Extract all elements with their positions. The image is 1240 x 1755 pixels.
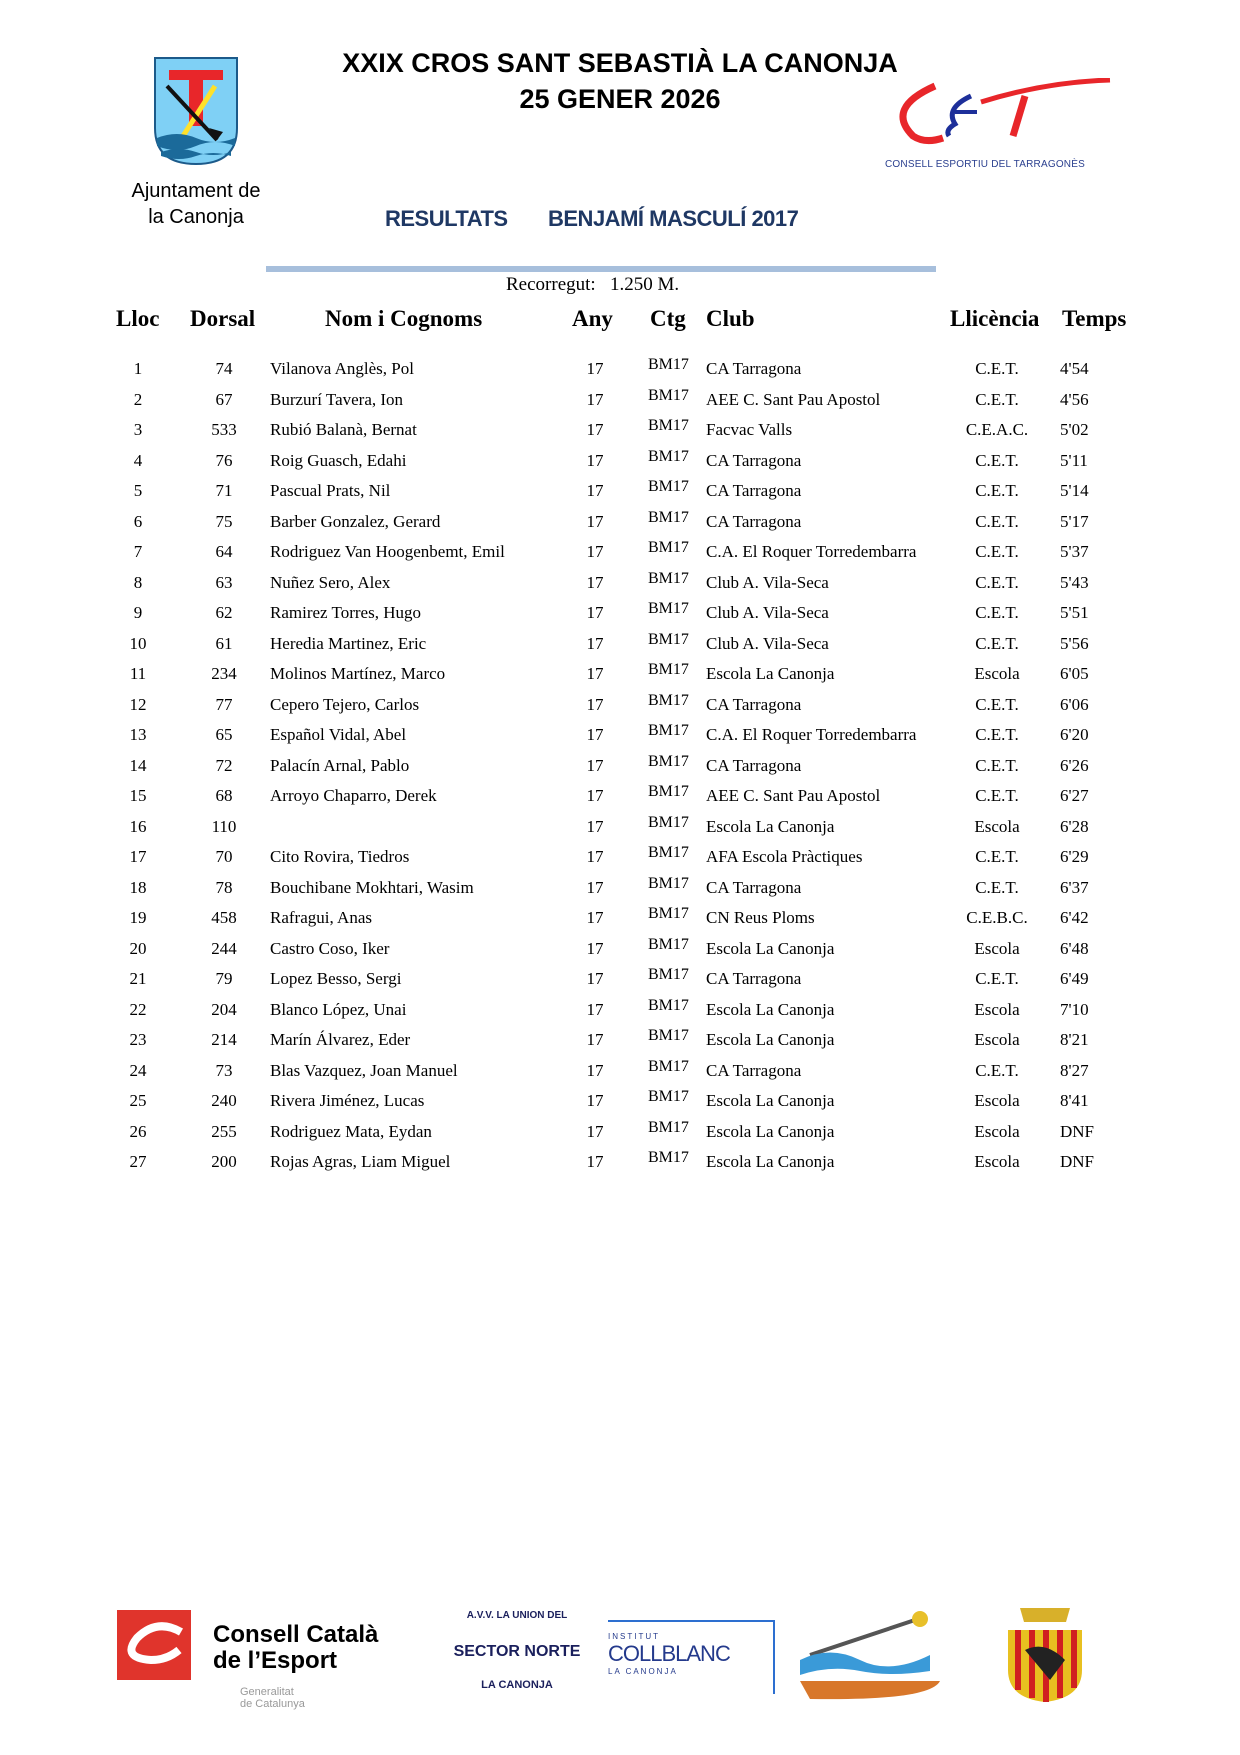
table-row [0,1149,1240,1182]
table-row [0,783,1240,816]
cell-dorsal: 70 [215,847,233,866]
cell-temps: 5'37 [1060,542,1089,561]
cell-ctg: BM17 [648,691,689,709]
cell-club: CA Tarragona [706,359,802,378]
cell-llicencia: Escola [974,999,1020,1019]
cell-ctg: BM17 [648,783,689,800]
divider-bar [266,266,936,272]
cell-llicencia: C.E.T. [975,542,1019,561]
cell-club: Escola La Canonja [706,1152,835,1171]
cell-any: 17 [586,694,604,714]
cell-nom: Lopez Besso, Sergi [270,969,402,988]
cell-temps: 5'56 [1060,633,1089,653]
cell-temps: 6'20 [1060,725,1089,744]
distance-label: Recorregut: [506,274,596,295]
cell-club: C.A. El Roquer Torredembarra [706,542,917,561]
cell-ctg: BM17 [648,1057,689,1075]
cell-club: Escola La Canonja [706,999,835,1019]
cet-logo-text: CONSELL ESPORTIU DEL TARRAGONÈS [885,159,1085,170]
cell-llicencia: C.E.A.C. [965,420,1029,439]
cell-ctg: BM17 [648,813,689,831]
avv-sector-norte-logo [452,1610,582,1710]
cell-dorsal: 76 [215,450,233,470]
cell-ctg: BM17 [648,539,689,556]
cell-any: 17 [586,969,604,988]
consell-catala-esport-logo-mark [117,1610,191,1680]
category-label: BENJAMÍ MASCULÍ 2017 [548,206,799,231]
cell-club: Facvac Valls [706,420,793,439]
cell-dorsal: 244 [211,938,237,958]
cell-club: AEE C. Sant Pau Apostol [706,786,881,805]
cell-llicencia: Escola [974,1152,1020,1171]
cell-any: 17 [586,725,604,744]
cell-nom: Ramirez Torres, Hugo [270,603,421,622]
table-row [0,996,1240,1030]
cell-club: Club A. Vila-Seca [706,633,829,653]
cell-llicencia: C.E.T. [975,877,1019,897]
table-row [0,600,1240,633]
cell-lloc: 2 [133,389,143,409]
cell-llicencia: C.E.T. [975,603,1019,622]
cell-any: 17 [586,359,604,378]
cell-nom: Marín Álvarez, Eder [270,1030,411,1049]
cell-temps: 6'49 [1060,969,1089,988]
cell-ctg: BM17 [648,966,689,983]
cell-any: 17 [586,999,604,1019]
cell-temps: 6'48 [1060,938,1089,958]
cell-lloc: 21 [129,969,147,988]
caption-line-2: la Canonja [148,206,244,228]
cell-nom: Palacín Arnal, Pablo [270,755,410,775]
cell-club: CA Tarragona [706,511,802,531]
cell-nom: Rojas Agras, Liam Miguel [270,1152,451,1171]
cell-dorsal: 63 [215,572,233,592]
cell-club: Escola La Canonja [706,1030,835,1049]
cell-lloc: 18 [129,877,147,897]
cell-llicencia: Escola [974,1030,1020,1049]
cell-dorsal: 234 [211,664,237,683]
cell-dorsal: 62 [215,603,233,622]
cell-ctg: BM17 [648,996,689,1014]
cell-temps: 8'21 [1060,1030,1089,1049]
distance [506,274,679,296]
table-row [0,1027,1240,1060]
cell-llicencia: C.E.T. [975,359,1019,378]
table-row [0,569,1240,603]
institut-collblanc-logo [608,1620,775,1694]
cell-nom: Arroyo Chaparro, Derek [270,786,437,805]
cell-lloc: 14 [129,755,147,775]
cell-lloc: 7 [133,542,143,561]
athletics-club-logo [790,1605,950,1705]
cell-any: 17 [586,511,604,531]
col-header-temps: Temps [1062,306,1127,331]
cell-any: 17 [586,603,604,622]
cell-club: Escola La Canonja [706,664,835,683]
caption-line-1: Ajuntament de [131,180,261,202]
table-row [0,844,1240,877]
cell-nom: Cepero Tejero, Carlos [270,694,420,714]
cell-ctg: BM17 [648,935,689,953]
cell-any: 17 [586,1060,604,1080]
cell-lloc: 10 [129,633,147,653]
cell-club: CA Tarragona [706,450,802,470]
table-row [0,1118,1240,1152]
cell-temps: 6'05 [1060,664,1089,683]
cell-llicencia: C.E.T. [975,572,1019,592]
cell-dorsal: 78 [215,877,233,897]
cell-dorsal: 110 [211,816,237,836]
cell-nom: Barber Gonzalez, Gerard [270,511,441,531]
cell-dorsal: 200 [211,1152,237,1171]
cell-temps: DNF [1060,1121,1095,1141]
cell-llicencia: C.E.T. [975,969,1019,988]
cell-llicencia: Escola [974,816,1020,836]
table-row [0,356,1240,389]
cell-club: Escola La Canonja [706,1091,835,1110]
generalitat-logo [240,1686,305,1710]
table-row [0,874,1240,908]
distance-value: 1.250 M. [609,274,680,295]
cell-club: CN Reus Ploms [706,908,815,927]
cell-temps: 5'14 [1060,481,1089,500]
cell-nom: Rafragui, Anas [270,908,372,927]
cell-club: CA Tarragona [706,1060,802,1080]
cell-lloc: 3 [133,420,143,439]
cell-dorsal: 74 [215,359,233,378]
institut-name-text: COLLBLANC [608,1641,730,1666]
cell-ctg: BM17 [648,630,689,648]
cell-nom: Burzurí Tavera, Ion [270,389,404,409]
cell-any: 17 [586,1152,604,1171]
cell-temps: 5'43 [1060,572,1089,592]
table-row [0,417,1240,450]
cell-nom: Bouchibane Mokhtari, Wasim [270,877,474,897]
institut-bottom-text: LA CANONJA [608,1667,678,1676]
table-row [0,661,1240,694]
cell-club: CA Tarragona [706,481,802,500]
cell-temps: 5'51 [1060,603,1089,622]
cell-dorsal: 255 [211,1121,237,1141]
cell-ctg: BM17 [648,1149,689,1166]
cell-dorsal: 73 [215,1060,233,1080]
cell-lloc: 9 [133,603,143,622]
table-row [0,1088,1240,1121]
cell-temps: DNF [1060,1152,1095,1171]
cell-temps: 8'41 [1060,1091,1089,1110]
cell-llicencia: C.E.T. [975,725,1019,744]
institut-top-text: INSTITUT [608,1632,660,1641]
cell-nom: Cito Rovira, Tiedros [270,847,410,866]
cell-lloc: 12 [129,694,147,714]
cell-club: CA Tarragona [706,969,802,988]
cell-temps: 6'42 [1060,908,1089,927]
table-row [0,539,1240,572]
cell-lloc: 8 [133,572,143,592]
cell-club: Escola La Canonja [706,938,835,958]
consell-esportiu-tarragones-logo [885,78,1125,173]
cell-llicencia: Escola [974,938,1020,958]
cell-ctg: BM17 [648,356,689,373]
cell-temps: 4'54 [1060,359,1089,378]
cell-any: 17 [586,420,604,439]
cell-temps: 6'06 [1060,694,1089,714]
table-row [0,691,1240,725]
cell-dorsal: 65 [215,725,233,744]
cell-club: Escola La Canonja [706,816,835,836]
cell-lloc: 6 [133,511,143,531]
cell-any: 17 [586,1091,604,1110]
cell-llicencia: C.E.T. [975,481,1019,500]
cell-any: 17 [586,481,604,500]
cell-club: AEE C. Sant Pau Apostol [706,389,881,409]
cell-ctg: BM17 [648,1088,689,1105]
cell-club: CA Tarragona [706,755,802,775]
cell-ctg: BM17 [648,874,689,892]
cell-temps: 6'26 [1060,755,1089,775]
cell-nom: Molinos Martínez, Marco [270,664,446,683]
cell-llicencia: C.E.T. [975,755,1019,775]
cell-any: 17 [586,542,604,561]
cell-temps: 5'11 [1060,450,1088,470]
cell-lloc: 15 [129,786,147,805]
cell-llicencia: C.E.T. [975,847,1019,866]
cell-dorsal: 458 [211,908,237,927]
col-header-llicencia: Llicència [950,306,1040,331]
cell-nom: Rivera Jiménez, Lucas [270,1091,425,1110]
cell-dorsal: 533 [211,420,237,439]
cell-llicencia: C.E.B.C. [966,908,1028,927]
cell-nom: Heredia Martinez, Eric [270,633,427,653]
event-title: XXIX CROS SANT SEBASTIÀ LA CANONJA [342,48,898,78]
cell-lloc: 13 [129,725,147,744]
cell-club: C.A. El Roquer Torredembarra [706,725,917,744]
cell-any: 17 [586,938,604,958]
cell-temps: 7'10 [1060,999,1089,1019]
cell-dorsal: 77 [215,694,233,714]
cell-any: 17 [586,847,604,866]
cell-lloc: 19 [129,908,147,927]
cell-nom: Roig Guasch, Edahi [270,450,407,470]
cell-llicencia: C.E.T. [975,1060,1019,1080]
cell-lloc: 5 [133,481,143,500]
table-row [0,478,1240,511]
ccesport-line-2: de l’Esport [213,1647,338,1674]
cell-temps: 8'27 [1060,1060,1089,1080]
table-row [0,966,1240,999]
cell-nom: Blanco López, Unai [270,999,407,1019]
cell-dorsal: 75 [215,511,233,531]
cell-lloc: 26 [129,1121,147,1141]
tarragona-crest-logo [990,1600,1100,1710]
cell-club: Escola La Canonja [706,1121,835,1141]
table-row [0,752,1240,786]
cell-nom: Rodriguez Mata, Eydan [270,1121,432,1141]
cell-ctg: BM17 [648,1027,689,1044]
cell-lloc: 25 [129,1091,147,1110]
cell-nom: Rubió Balanà, Bernat [270,420,417,439]
cell-any: 17 [586,572,604,592]
cell-any: 17 [586,664,604,683]
cell-dorsal: 71 [215,481,233,500]
cell-any: 17 [586,1030,604,1049]
cell-ctg: BM17 [648,1118,689,1136]
generalitat-line-2: de Catalunya [240,1698,305,1710]
cell-any: 17 [586,786,604,805]
cell-club: CA Tarragona [706,877,802,897]
cell-temps: 5'02 [1060,420,1089,439]
cell-lloc: 27 [129,1152,147,1171]
cell-lloc: 24 [129,1060,147,1080]
cell-ctg: BM17 [648,600,689,617]
cell-any: 17 [586,633,604,653]
cell-temps: 6'37 [1060,877,1089,897]
cell-nom: Vilanova Anglès, Pol [270,359,414,378]
cell-any: 17 [586,755,604,775]
cell-dorsal: 79 [215,969,233,988]
cell-club: Club A. Vila-Seca [706,572,829,592]
cell-ctg: BM17 [648,417,689,434]
cell-any: 17 [586,450,604,470]
col-header-dorsal: Dorsal [190,306,256,331]
cell-lloc: 22 [129,999,147,1019]
cell-any: 17 [586,908,604,927]
cell-llicencia: Escola [974,1121,1020,1141]
cell-dorsal: 204 [211,999,237,1019]
table-row [0,630,1240,664]
cell-nom: Español Vidal, Abel [270,725,407,744]
table-row [0,386,1240,420]
cell-nom: Pascual Prats, Nil [270,481,391,500]
la-canonja-caption [116,178,276,230]
cell-club: CA Tarragona [706,694,802,714]
cell-llicencia: C.E.T. [975,694,1019,714]
cell-llicencia: C.E.T. [975,389,1019,409]
cell-any: 17 [586,816,604,836]
table-row [0,905,1240,938]
cell-nom: Blas Vazquez, Joan Manuel [270,1060,458,1080]
cell-ctg: BM17 [648,661,689,678]
cell-ctg: BM17 [648,722,689,739]
cell-nom: Rodriguez Van Hoogenbemt, Emil [270,542,505,561]
cell-dorsal: 61 [215,633,233,653]
cell-llicencia: C.E.T. [975,786,1019,805]
cell-temps: 5'17 [1060,511,1089,531]
generalitat-line-1: Generalitat [240,1686,294,1698]
cell-dorsal: 214 [211,1030,237,1049]
ccesport-line-1: Consell Català [213,1621,379,1648]
cell-nom: Castro Coso, Iker [270,938,390,958]
cell-ctg: BM17 [648,447,689,465]
cell-temps: 6'29 [1060,847,1089,866]
cell-ctg: BM17 [648,844,689,861]
col-header-nom: Nom i Cognoms [325,306,483,331]
cell-dorsal: 68 [215,786,233,805]
cell-lloc: 20 [129,938,147,958]
cell-ctg: BM17 [648,752,689,770]
table-row [0,447,1240,481]
table-row [0,935,1240,969]
cell-ctg: BM17 [648,905,689,922]
avv-bottom-text: LA CANONJA [481,1679,553,1691]
cell-ctg: BM17 [648,508,689,526]
cell-dorsal: 64 [215,542,233,561]
cell-ctg: BM17 [648,569,689,587]
cell-nom: Nuñez Sero, Alex [270,572,391,592]
table-row [0,1057,1240,1091]
event-date: 25 GENER 2026 [519,84,721,114]
consell-catala-esport-text [213,1622,378,1674]
cell-lloc: 17 [129,847,147,866]
col-header-lloc: Lloc [116,306,160,331]
cell-ctg: BM17 [648,386,689,404]
avv-mid-text: SECTOR NORTE [453,1643,581,1660]
cell-llicencia: C.E.T. [975,633,1019,653]
cell-lloc: 23 [129,1030,147,1049]
avv-top-text: A.V.V. LA UNION DEL [466,1610,568,1621]
table-row [0,508,1240,542]
results-label: RESULTATS [385,206,508,231]
cell-club: Club A. Vila-Seca [706,603,829,622]
table-row [0,722,1240,755]
col-header-ctg: Ctg [650,306,686,331]
cell-ctg: BM17 [648,478,689,495]
cell-llicencia: Escola [974,664,1020,683]
cell-lloc: 1 [133,359,143,378]
cell-dorsal: 67 [215,389,233,409]
cell-temps: 4'56 [1060,389,1089,409]
cell-lloc: 4 [133,450,143,470]
col-header-any: Any [572,306,613,331]
cell-any: 17 [586,389,604,409]
cell-lloc: 11 [129,664,147,683]
cell-any: 17 [586,877,604,897]
cell-any: 17 [586,1121,604,1141]
col-header-club: Club [706,306,755,331]
cell-lloc: 16 [129,816,147,836]
cell-llicencia: C.E.T. [975,511,1019,531]
cell-llicencia: Escola [974,1091,1020,1110]
cell-dorsal: 240 [211,1091,237,1110]
cell-club: AFA Escola Pràctiques [706,847,863,866]
cell-dorsal: 72 [215,755,233,775]
cell-temps: 6'28 [1060,816,1089,836]
cell-temps: 6'27 [1060,786,1089,805]
table-row [0,813,1240,847]
cell-llicencia: C.E.T. [975,450,1019,470]
